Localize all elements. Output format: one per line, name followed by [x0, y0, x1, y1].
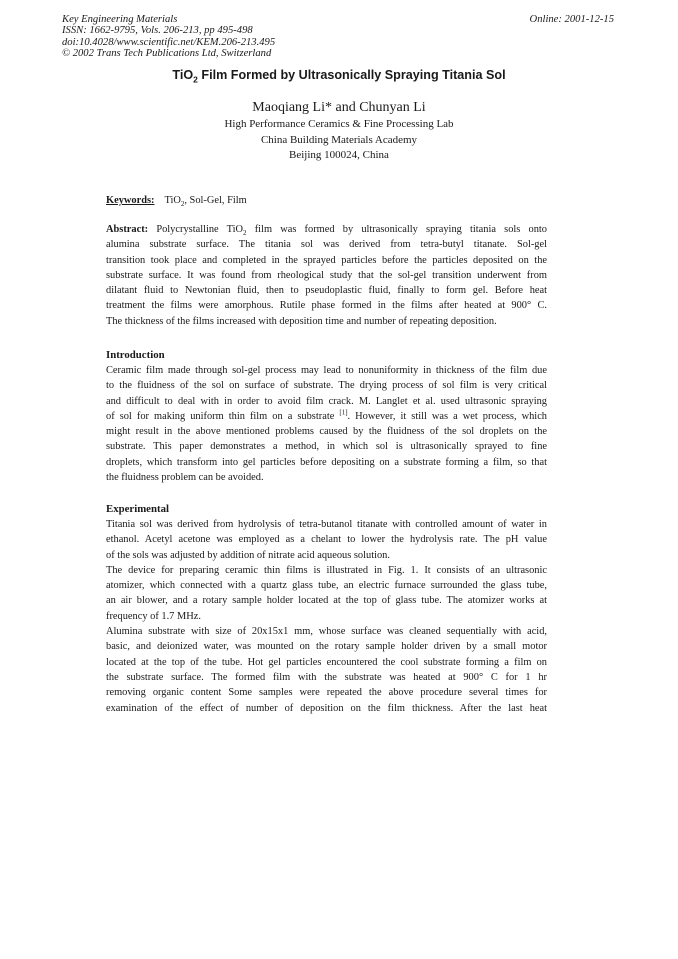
introduction-ref-line-a: of sol for making uniform thin film on a substrate — [106, 410, 340, 422]
experimental-line: located at the top of the tube. Hot gel particles encountered the cool substrate forming a film on — [106, 656, 547, 668]
author-list: Maoqiang Li* and Chunyan Li — [252, 100, 426, 115]
experimental-line: basic, and deionized water, was mounted on the rotary sample holder driven by a small motor — [106, 641, 547, 653]
experimental-line: of the sols was adjusted by addition of nitrate acid aqueous solution. — [106, 549, 390, 561]
abstract-line: alumina substrate surface. The titania sol was derived from tetra-butyl titanate. Sol-gel — [106, 239, 547, 251]
introduction-heading: Introduction — [106, 349, 165, 361]
abstract-line1-b: film was formed by ultrasonically spraying titania sols onto — [246, 224, 547, 235]
experimental-section — [106, 502, 547, 716]
experimental-line: atomizer, which connected with a quartz glass tube, an electric furnace surrounded the glass tube, — [106, 580, 547, 592]
introduction-line: to the fluidness of the sol on surface of substrate. The drying process of sol film is very critical — [106, 380, 547, 392]
abstract-line: treatment the films were amorphous. Rutile phase formed in the films after heated at 900° C. — [106, 300, 547, 312]
title-subscript: 2 — [193, 74, 198, 85]
abstract-line1-a: Polycrystalline TiO — [148, 224, 244, 235]
title-part1: TiO — [172, 68, 194, 82]
abstract-line: dilatant fluid to Newtonian fluid, then to pseudoplastic fluid, finally to form gel. Before heat — [106, 285, 547, 297]
journal-name: Key Engineering Materials — [62, 14, 178, 25]
experimental-line: ethanol. Acetyl acetone was employed as a chelant to lower the hydrolysis rate. The pH value — [106, 534, 547, 546]
experimental-line: frequency of 1.7 MHz. — [106, 610, 201, 622]
experimental-line: examination of the effect of number of deposition on the film thickness. After the last heat — [106, 702, 547, 714]
reference-marker: [1] — [339, 408, 348, 417]
introduction-section — [106, 348, 547, 485]
introduction-line: substrate. This paper demonstrates a method, in which sol is ultrasonically sprayed to fine — [106, 441, 547, 453]
experimental-heading: Experimental — [106, 503, 169, 515]
introduction-line: the fluidness problem can be avoided. — [106, 472, 264, 484]
abstract-line — [106, 222, 547, 237]
keywords-value-part1: TiO — [164, 195, 181, 206]
experimental-line: The device for preparing ceramic thin films is illustrated in Fig. 1. It consists of an ultrasonic — [106, 564, 547, 576]
experimental-line: Alumina substrate with size of 20x15x1 mm, whose surface was cleaned sequentially with acid, — [106, 626, 547, 638]
experimental-line: Titania sol was derived from hydrolysis of tetra-butanol titanate with controlled amount of water in — [106, 519, 547, 530]
copyright-line: © 2002 Trans Tech Publications Ltd, Switzerland — [62, 48, 272, 60]
introduction-ref-line-b: . However, it still was a wet process, which — [347, 410, 547, 422]
affiliation-institution: China Building Materials Academy — [260, 133, 418, 146]
introduction-line: and difficult to deal with in order to avoid film crack. M. Langlet et al. used ultrasonic spraying — [106, 395, 547, 407]
introduction-line: might result in the above mentioned problems caused by the fluidness of the sol droplets on the — [106, 426, 547, 438]
doi-line: doi:10.4028/www.scientific.net/KEM.206-213.495 — [62, 36, 276, 48]
issn-line: ISSN: 1662-9795, Vols. 206-213, pp 495-498 — [62, 25, 253, 37]
experimental-line: the substrate surface. The formed film with the substrate was heated at 900° C for 1 hr — [106, 671, 547, 683]
abstract-line: The thickness of the films increased with deposition time and number of repeating deposition. — [106, 315, 497, 327]
keywords — [106, 195, 247, 209]
abstract-line1-subscript: 2 — [243, 229, 247, 238]
keywords-value-part2: , Sol-Gel, Film — [184, 195, 247, 206]
experimental-line: an air blower, and a rotary sample holder located at the top of glass tube. The atomizer works at — [106, 595, 547, 607]
journal-header — [62, 14, 275, 60]
introduction-line — [106, 409, 547, 424]
introduction-line: droplets, which transform into gel particles before depositing on a substrate forming a film, so that — [106, 456, 547, 468]
experimental-line: removing organic content Some samples were repeated the above procedure several times for — [106, 687, 547, 699]
abstract-label: Abstract: — [106, 224, 149, 235]
affiliation-lab: High Performance Ceramics & Fine Processing Lab — [224, 118, 454, 130]
keywords-label: Keywords: — [106, 195, 155, 206]
paper-title — [0, 68, 678, 85]
affiliation — [0, 117, 678, 164]
abstract-line: substrate surface. It was found from rheological study that the sol-gel transition underwent from — [106, 269, 547, 281]
abstract — [106, 222, 547, 329]
affiliation-city: Beijing 100024, China — [289, 149, 389, 161]
keywords-value-subscript: 2 — [180, 200, 185, 209]
introduction-line: Ceramic film made through sol-gel process may lead to nonuniformity in thickness of the film due — [106, 365, 547, 376]
title-part2: Film Formed by Ultrasonically Spraying Titania Sol — [197, 68, 506, 82]
abstract-line: transition took place and completed in the sprayed particles before the particles deposited on the — [106, 254, 547, 266]
online-date: Online: 2001-12-15 — [529, 14, 614, 25]
